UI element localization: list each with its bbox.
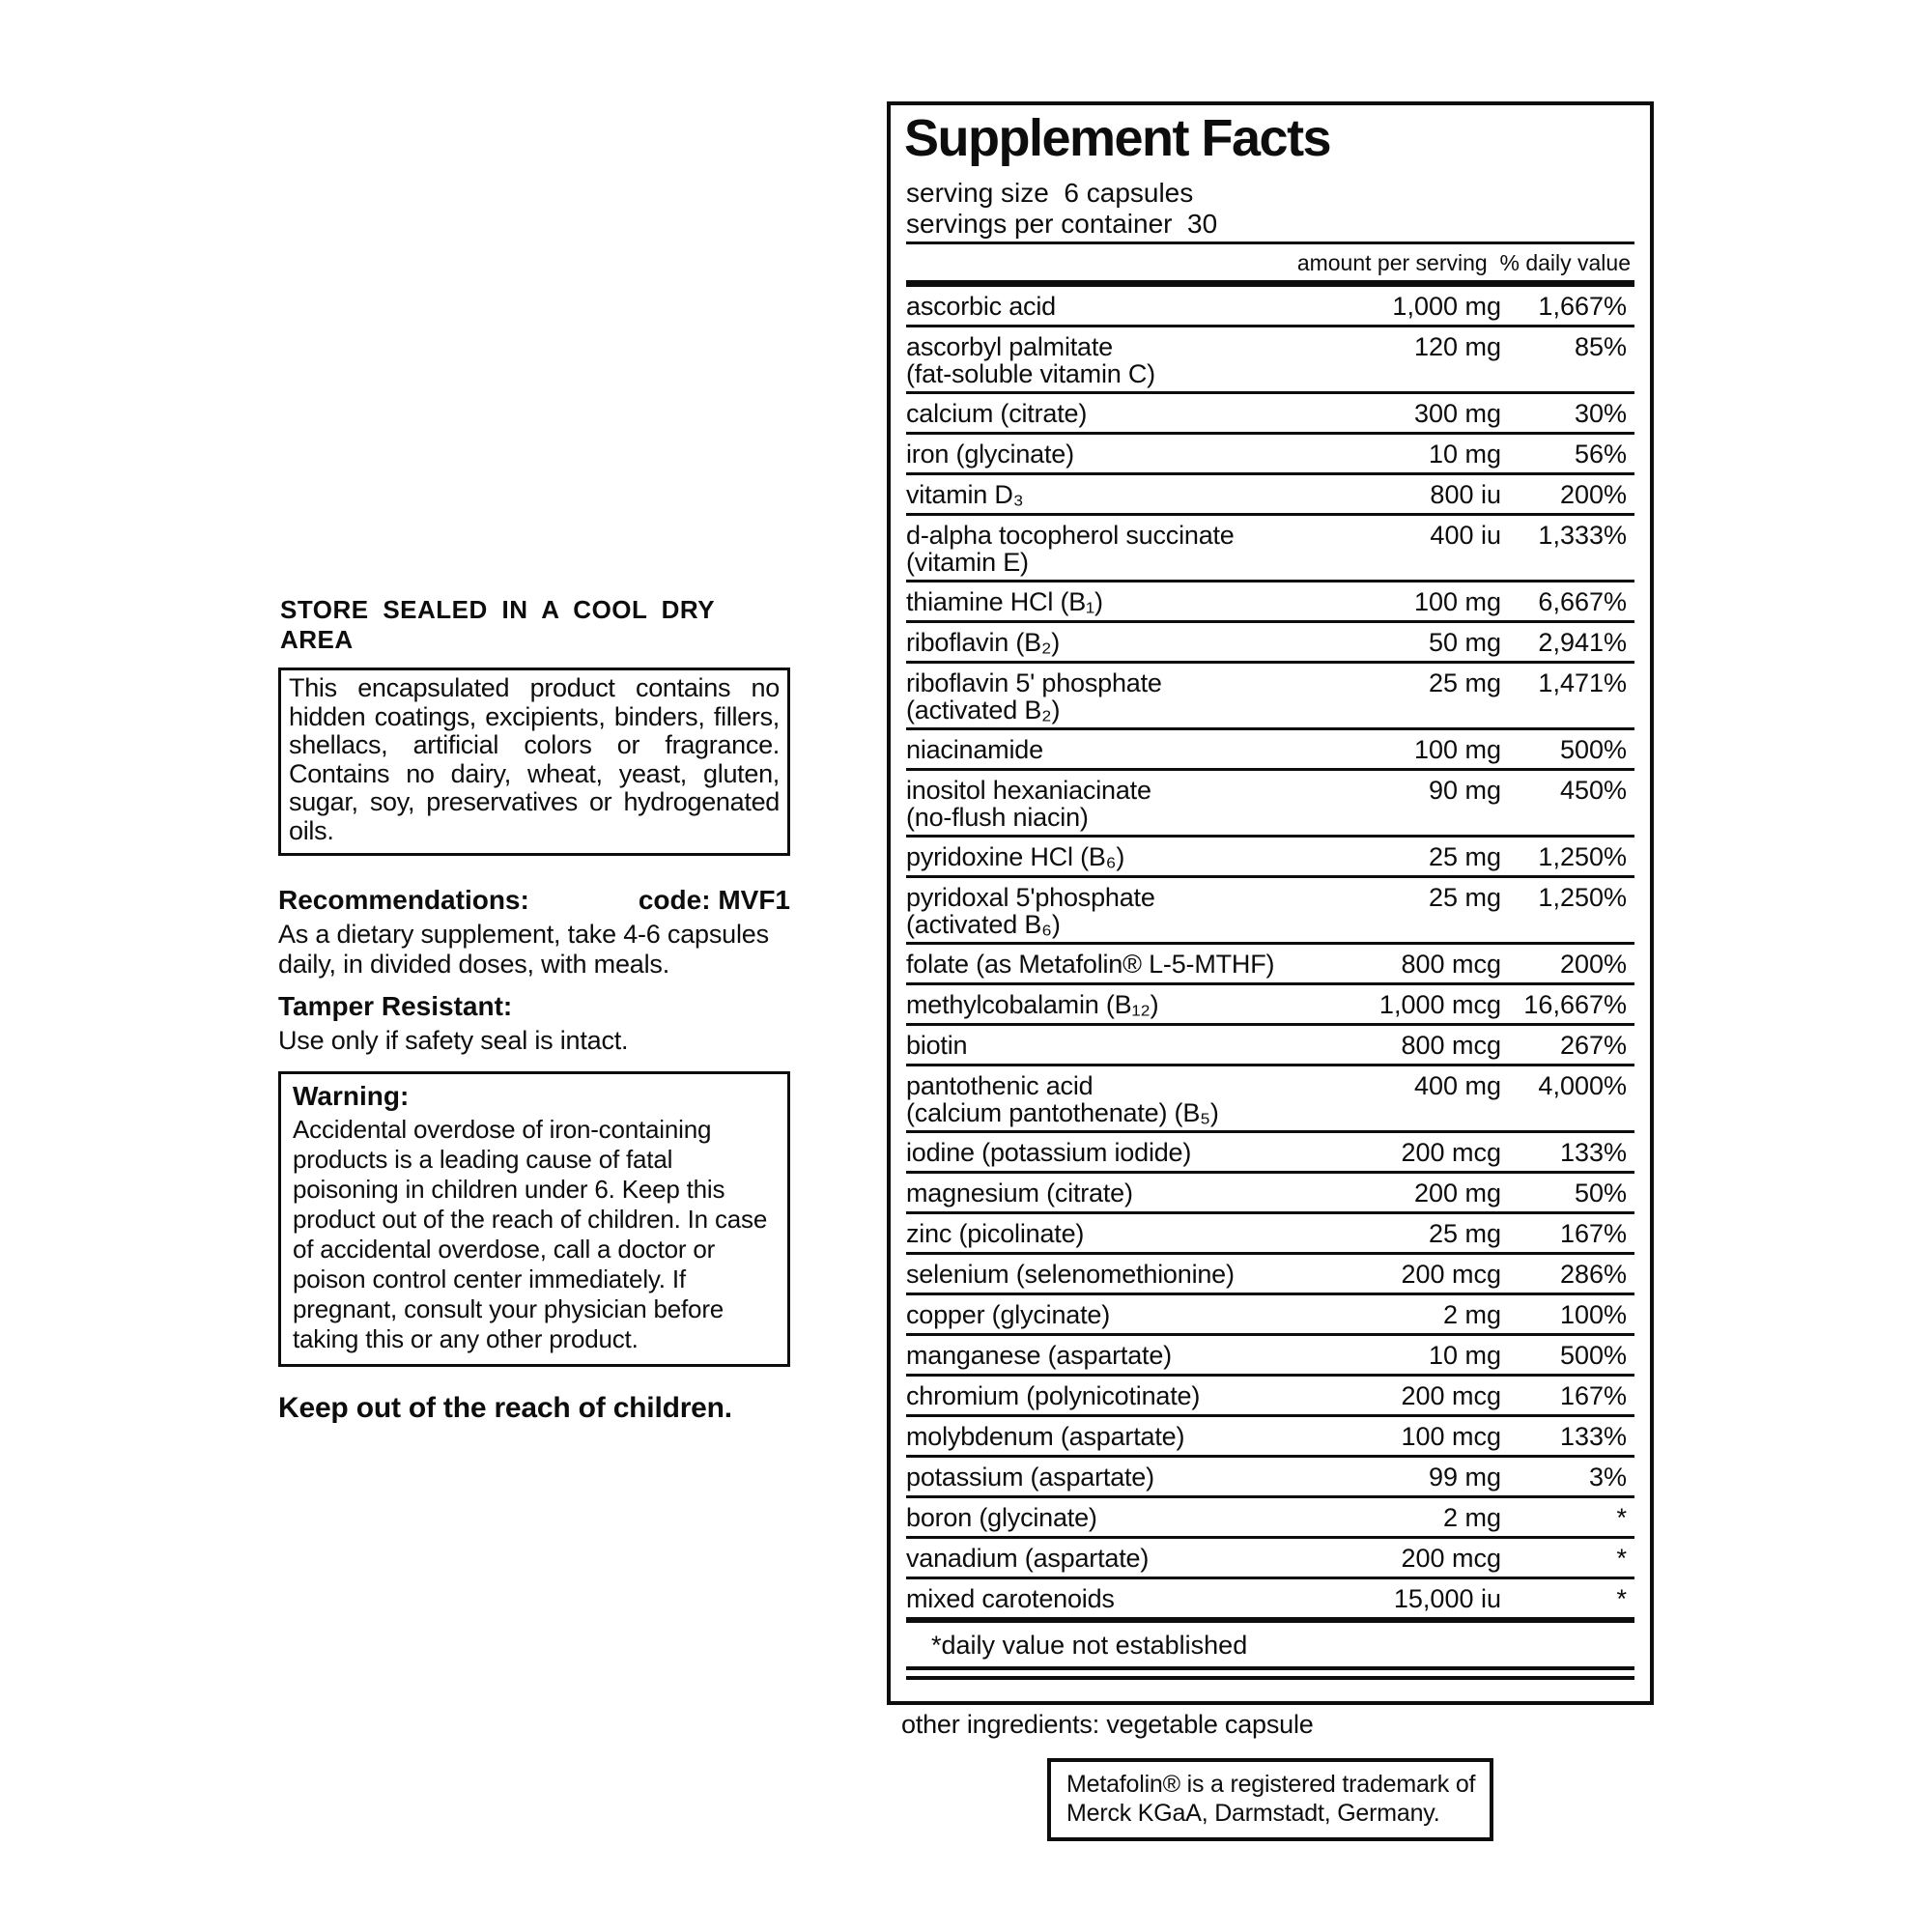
nutrient-daily-value: * [1616,1583,1627,1613]
nutrient-amount: 100 mg [1413,734,1501,764]
nutrient-daily-value: 3% [1588,1462,1627,1492]
nutrient-row-main [906,1071,1634,1100]
nutrient-amount: 1,000 mg [1392,291,1501,321]
nutrient-row [906,1377,1634,1417]
nutrient-amount: 10 mg [1428,1340,1501,1370]
nutrient-row-main [906,332,1634,361]
nutrient-name: thiamine HCl (B₁) [906,586,1103,616]
column-header: amount per serving % daily value [906,244,1634,287]
nutrient-amount: 300 mg [1413,398,1501,428]
nutrient-amount: 50 mg [1428,627,1501,657]
nutrient-daily-value: 133% [1559,1421,1627,1451]
nutrient-amount: 25 mg [1428,668,1501,697]
storage-instructions: STORE SEALED IN A COOL DRY AREA [280,595,715,654]
nutrient-daily-value: 1,667% [1538,291,1627,321]
nutrient-daily-value: 1,471% [1538,668,1627,697]
nutrient-amount: 800 iu [1430,479,1501,509]
nutrient-amount: 10 mg [1428,439,1501,469]
nutrient-amount: 800 mcg [1401,949,1501,979]
nutrient-name: chromium (polynicotinate) [906,1380,1201,1410]
nutrient-daily-value: 167% [1559,1218,1627,1248]
purity-statement-box [278,668,790,856]
nutrient-daily-value: 167% [1559,1380,1627,1410]
nutrient-row [906,1498,1634,1539]
recommendations-text: As a dietary supplement, take 4-6 capsules daily, in divided doses, with meals. [278,920,769,979]
nutrient-name: riboflavin 5' phosphate [906,668,1162,697]
nutrient-subname: (calcium pantothenate) (B₅) [906,1097,1219,1127]
nutrient-row-main [906,1260,1634,1289]
nutrient-row [906,475,1634,516]
nutrient-daily-value: 6,667% [1538,586,1627,616]
nutrient-daily-value: 286% [1559,1259,1627,1289]
nutrient-amount: 100 mcg [1401,1421,1501,1451]
nutrient-row-main [906,1463,1634,1492]
nutrient-name: selenium (selenomethionine) [906,1259,1235,1289]
nutrient-row [906,985,1634,1026]
nutrient-daily-value: 1,333% [1538,520,1627,550]
nutrient-row-main [906,440,1634,469]
tamper-resistant-heading: Tamper Resistant: [278,991,513,1021]
nutrient-amount: 200 mcg [1401,1259,1501,1289]
nutrient-row [906,1295,1634,1336]
nutrient-row [906,1066,1634,1133]
serving-info-block [906,178,1634,244]
panel-title: Supplement Facts [904,109,1331,167]
nutrient-amount: 100 mg [1413,586,1501,616]
nutrient-row [906,287,1634,327]
nutrient-daily-value: * [1616,1502,1627,1532]
nutrient-name: d-alpha tocopherol succinate [906,520,1235,550]
nutrient-row [906,1214,1634,1255]
nutrient-row-main [906,292,1634,321]
nutrient-row-main [906,1503,1634,1532]
nutrient-row [906,664,1634,730]
nutrient-daily-value: 200% [1559,949,1627,979]
trademark-text: Metafolin® is a registered trademark of Merck KGaA, Darmstadt, Germany. [1066,1771,1476,1827]
nutrient-row [906,1539,1634,1579]
nutrient-row-main [906,668,1634,697]
nutrient-daily-value: * [1616,1543,1627,1573]
nutrient-daily-value: 1,250% [1538,882,1627,912]
nutrient-daily-value: 1,250% [1538,841,1627,871]
nutrient-name: methylcobalamin (B₁₂) [906,989,1159,1019]
nutrient-row [906,1255,1634,1295]
nutrient-row [906,1458,1634,1498]
serving-size: serving size 6 capsules [906,177,1194,208]
nutrient-daily-value: 200% [1559,479,1627,509]
other-ingredients: other ingredients: vegetable capsule [901,1710,1314,1739]
nutrient-name: pantothenic acid [906,1070,1094,1100]
nutrient-row-main [906,1544,1634,1573]
nutrient-row-main [906,1179,1634,1208]
nutrient-name: magnesium (citrate) [906,1178,1133,1208]
nutrient-row-main [906,1422,1634,1451]
nutrient-name: mixed carotenoids [906,1583,1115,1613]
nutrient-row-main [906,480,1634,509]
nutrient-amount: 120 mg [1413,331,1501,361]
nutrient-row-main [906,1138,1634,1167]
nutrient-amount: 400 mg [1413,1070,1501,1100]
nutrient-row [906,394,1634,435]
nutrient-daily-value: 100% [1559,1299,1627,1329]
keep-out-of-reach-text: Keep out of the reach of children. [278,1392,732,1424]
nutrient-row [906,516,1634,582]
nutrient-name: niacinamide [906,734,1043,764]
left-column [278,595,790,1425]
nutrient-daily-value: 85% [1574,331,1627,361]
nutrient-amount: 400 iu [1430,520,1501,550]
nutrient-name: riboflavin (B₂) [906,627,1061,657]
nutrient-daily-value: 50% [1574,1178,1627,1208]
nutrient-amount: 200 mcg [1401,1543,1501,1573]
nutrient-row-main [906,1584,1634,1613]
nutrient-amount: 25 mg [1428,1218,1501,1248]
nutrient-daily-value: 267% [1559,1030,1627,1060]
nutrient-name: biotin [906,1030,968,1060]
nutrient-row [906,1336,1634,1377]
nutrient-amount: 2 mg [1442,1502,1501,1532]
nutrient-row-main [906,1381,1634,1410]
nutrient-daily-value: 30% [1574,398,1627,428]
nutrient-name: folate (as Metafolin® L-5-MTHF) [906,949,1275,979]
supplement-facts-panel [887,101,1654,1705]
nutrient-subname: (activated B₆) [906,909,1061,939]
nutrient-row [906,1026,1634,1066]
nutrient-name: potassium (aspartate) [906,1462,1154,1492]
nutrient-name: vanadium (aspartate) [906,1543,1150,1573]
nutrient-row-main [906,735,1634,764]
nutrient-row [906,1133,1634,1174]
nutrient-row-main [906,521,1634,550]
nutrient-daily-value: 500% [1559,734,1627,764]
nutrient-row [906,730,1634,771]
nutrient-amount: 800 mcg [1401,1030,1501,1060]
nutrient-amount: 25 mg [1428,882,1501,912]
nutrient-daily-value: 133% [1559,1137,1627,1167]
nutrient-row-main [906,950,1634,979]
nutrient-name: molybdenum (aspartate) [906,1421,1185,1451]
warning-text: Accidental overdose of iron-containing products is a leading cause of fatal poisoning in children under 6. Keep this product out of the reach of children. In case of accidental overdose, call a doctor or poison control center immediately. If pregnant, consult your physician before taking this or any other product. [293,1115,768,1353]
nutrient-amount: 90 mg [1428,775,1501,805]
nutrient-daily-value: 450% [1559,775,1627,805]
nutrient-daily-value: 2,941% [1538,627,1627,657]
nutrient-row [906,623,1634,664]
nutrient-name: vitamin D₃ [906,479,1024,509]
nutrient-row-main [906,1341,1634,1370]
nutrient-row-main [906,1031,1634,1060]
nutrient-table [906,287,1634,1623]
nutrient-amount: 2 mg [1442,1299,1501,1329]
recommendations-label: Recommendations: [278,885,529,915]
nutrient-row [906,838,1634,878]
nutrient-subname: (vitamin E) [906,547,1029,577]
recommendations-heading [278,885,790,916]
nutrient-name: manganese (aspartate) [906,1340,1172,1370]
nutrient-name: calcium (citrate) [906,398,1088,428]
nutrient-name: ascorbic acid [906,291,1056,321]
nutrient-subname: (no-flush niacin) [906,802,1089,832]
nutrient-row [906,945,1634,985]
nutrient-row-main [906,776,1634,805]
nutrient-daily-value: 56% [1574,439,1627,469]
nutrient-amount: 200 mcg [1401,1380,1501,1410]
tamper-resistant-text: Use only if safety seal is intact. [278,1026,629,1055]
nutrient-row [906,878,1634,945]
nutrient-name: inositol hexaniacinate [906,775,1151,805]
nutrient-name: iodine (potassium iodide) [906,1137,1192,1167]
nutrient-name: boron (glycinate) [906,1502,1097,1532]
nutrient-subname: (activated B₂) [906,695,1061,724]
purity-statement-text: This encapsulated product contains no hidden coatings, excipients, binders, fillers, shellacs, artificial colors or fragrance. Contains no dairy, wheat, yeast, gluten, sugar, soy, preservatives or hydrogenated oils. [289,673,780,845]
panel-bottom-rule [906,1666,1634,1680]
nutrient-name: pyridoxal 5'phosphate [906,882,1155,912]
nutrient-name: ascorbyl palmitate [906,331,1113,361]
nutrient-name: zinc (picolinate) [906,1218,1085,1248]
nutrient-row-main [906,990,1634,1019]
daily-value-footnote: *daily value not established [931,1630,1248,1660]
nutrient-row [906,771,1634,838]
product-code: code: MVF1 [638,885,790,915]
nutrient-daily-value: 16,667% [1523,989,1627,1019]
nutrient-daily-value: 4,000% [1538,1070,1627,1100]
nutrient-row-main [906,628,1634,657]
warning-heading: Warning: [293,1081,410,1111]
warning-box [278,1071,790,1367]
nutrient-row-main [906,1219,1634,1248]
nutrient-row-main [906,587,1634,616]
nutrient-subname: (fat-soluble vitamin C) [906,358,1155,388]
nutrient-row [906,1579,1634,1620]
nutrient-daily-value: 500% [1559,1340,1627,1370]
nutrient-row [906,1417,1634,1458]
nutrient-amount: 200 mg [1413,1178,1501,1208]
nutrient-row [906,435,1634,475]
nutrient-name: iron (glycinate) [906,439,1074,469]
nutrient-row [906,327,1634,394]
nutrient-name: pyridoxine HCl (B₆) [906,841,1125,871]
nutrient-row-main [906,842,1634,871]
nutrient-name: copper (glycinate) [906,1299,1111,1329]
nutrient-amount: 15,000 iu [1393,1583,1501,1613]
nutrient-amount: 25 mg [1428,841,1501,871]
trademark-box [1047,1758,1493,1841]
nutrient-amount: 1,000 mcg [1378,989,1501,1019]
nutrient-row [906,582,1634,623]
nutrient-row-main [906,1300,1634,1329]
nutrient-row [906,1174,1634,1214]
nutrient-row-main [906,883,1634,912]
nutrient-amount: 200 mcg [1401,1137,1501,1167]
nutrient-amount: 99 mg [1428,1462,1501,1492]
servings-per-container: servings per container 30 [906,208,1218,239]
nutrient-row-main [906,399,1634,428]
